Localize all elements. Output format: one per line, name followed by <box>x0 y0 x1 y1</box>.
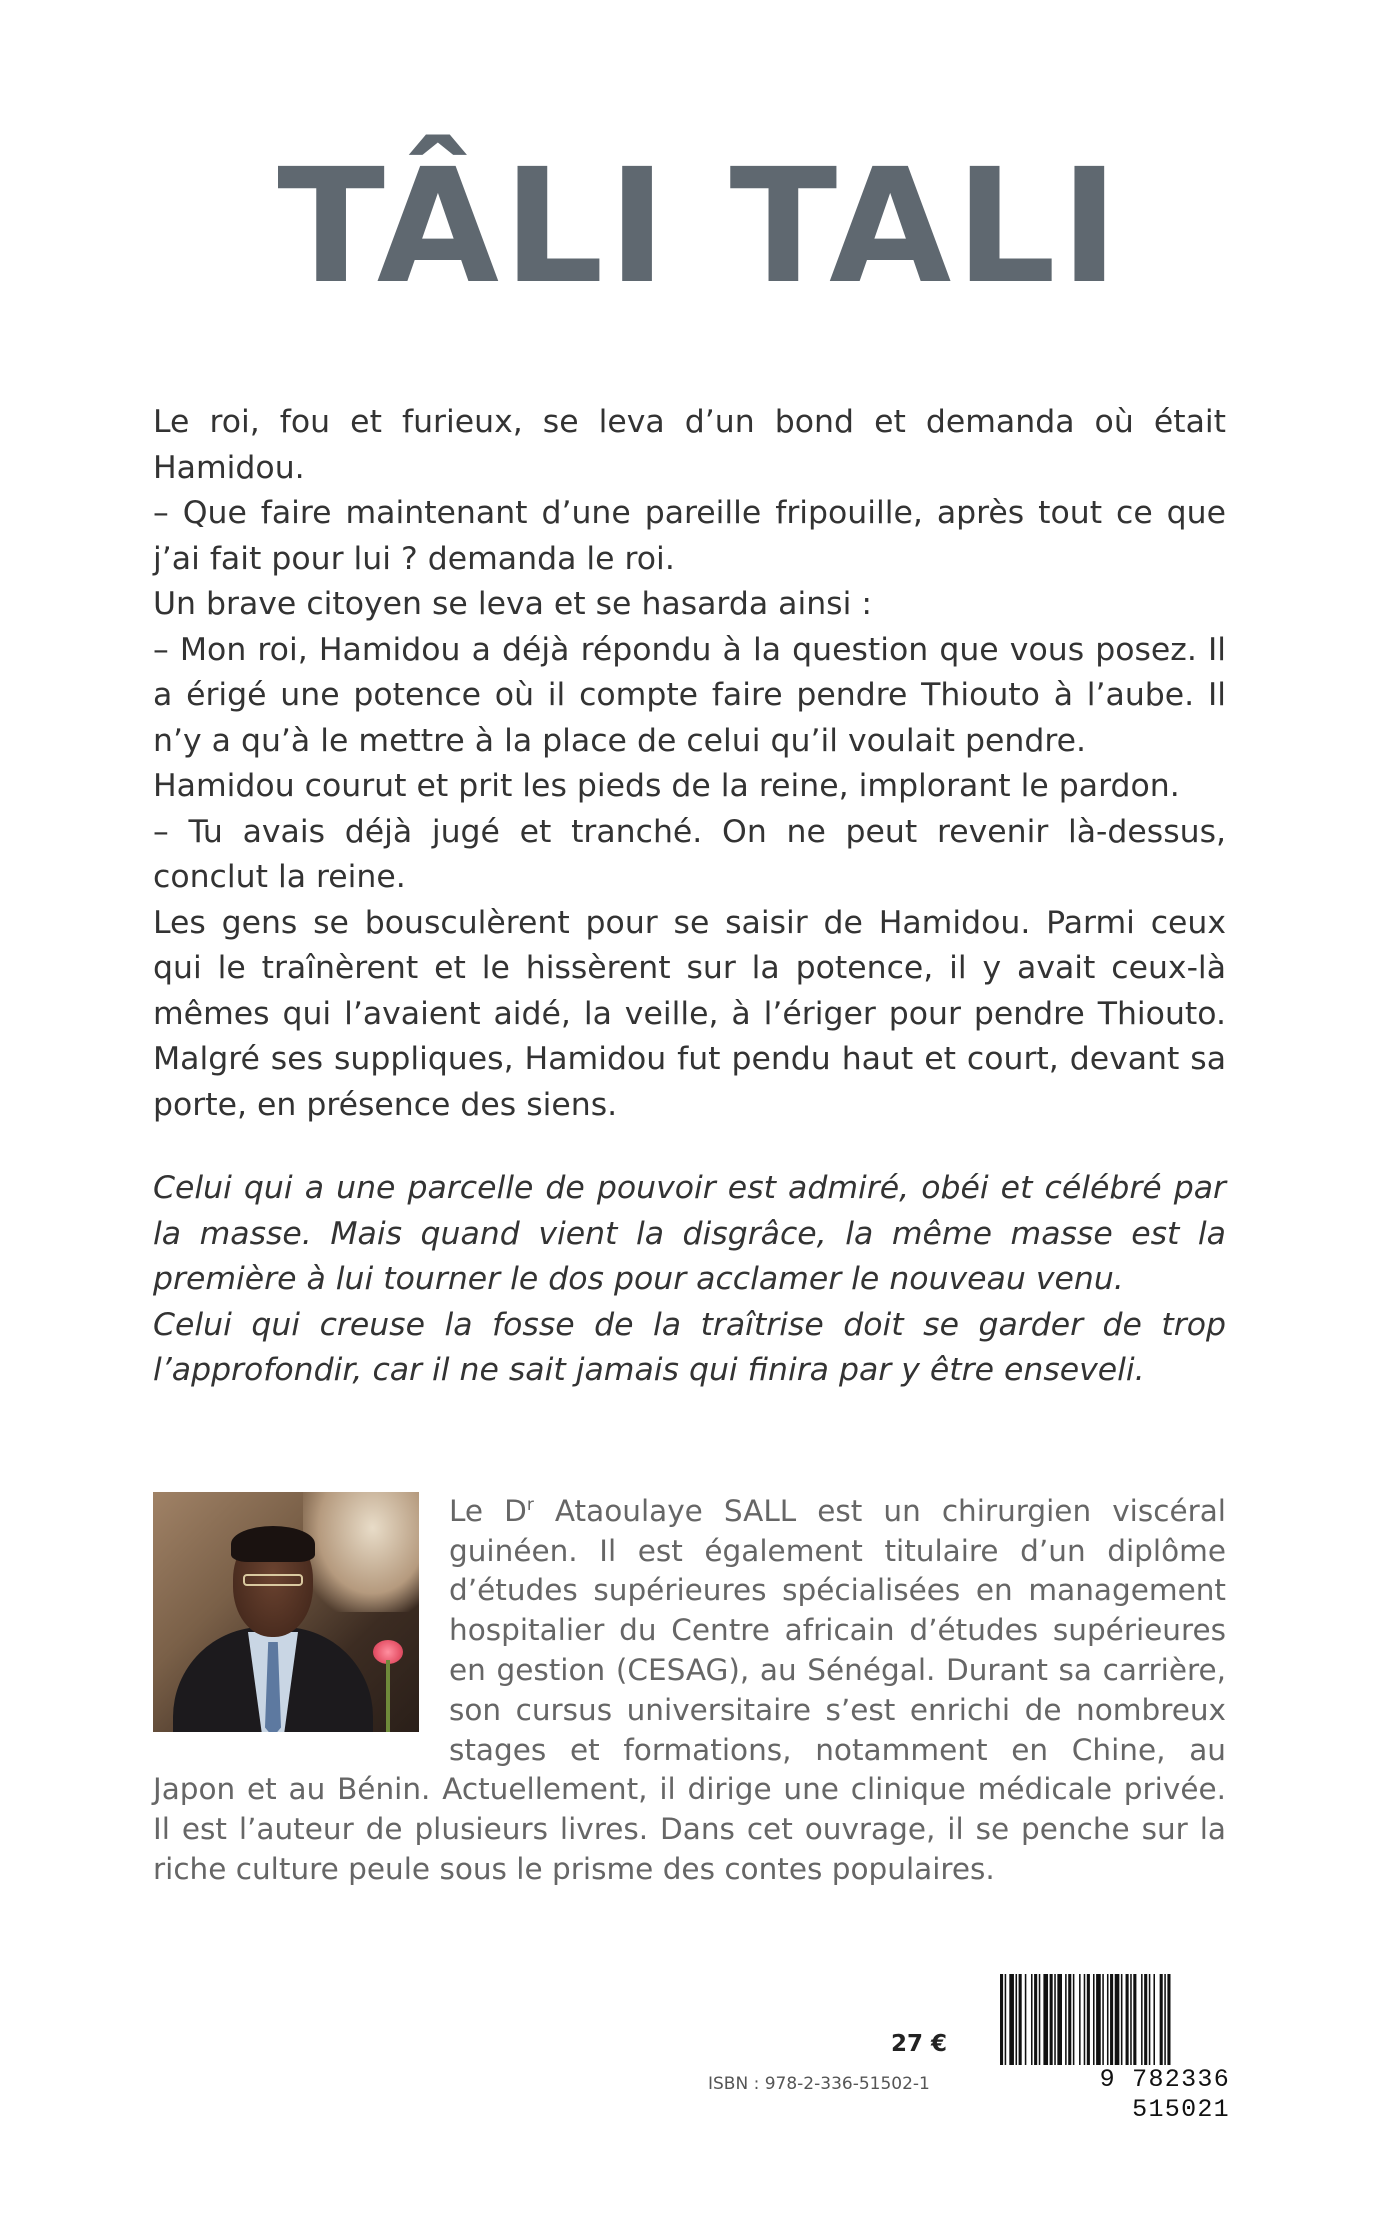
barcode-stripe <box>1115 1974 1120 2074</box>
barcode-stripe <box>1039 1974 1041 2074</box>
barcode-stripe <box>1096 1974 1101 2074</box>
barcode-stripe <box>1057 1974 1062 2074</box>
barcode-stripe <box>1031 1974 1033 2074</box>
story-paragraph: – Que faire maintenant d’une pareille fripouille, après tout ce que j’ai fait pour lui ? demanda le roi. <box>153 495 1226 577</box>
price-label: 27 € <box>891 2031 948 2057</box>
story-paragraph: – Tu avais déjà jugé et tranché. On ne peut revenir là-dessus, conclut la reine. <box>153 813 1226 895</box>
barcode-stripe <box>1126 1974 1129 2074</box>
story-paragraph: Le roi, fou et furieux, se leva d’un bond et demanda où était Hamidou. <box>153 404 1226 486</box>
barcode-stripe <box>1000 1974 1003 2074</box>
barcode-stripe <box>1068 1974 1071 2074</box>
barcode-stripe <box>1102 1974 1104 2074</box>
story-paragraph: – Mon roi, Hamidou a déjà répondu à la question que vous posez. Il a érigé une potence où il compte faire pendre Thiouto à l’aube. Il n’y a qu’à le mettre à la place de celui qu’il voulait pendre. <box>153 631 1226 759</box>
barcode-stripe <box>1054 1974 1056 2074</box>
moral-paragraph: Celui qui a une parcelle de pouvoir est admiré, obéi et célébré par la masse. Mais quand vient la disgrâce, la même masse est la première à lui tourner le dos pour acclamer le nouveau venu. <box>153 1170 1226 1297</box>
barcode-stripe <box>1019 1974 1022 2074</box>
barcode-stripe <box>1093 1974 1095 2074</box>
barcode-stripe <box>1149 1974 1151 2074</box>
barcode <box>994 1974 1230 2074</box>
barcode-stripe <box>1164 1974 1166 2074</box>
barcode-stripe <box>1110 1974 1113 2074</box>
bio-text: Le $D^r$ Ataoulaye SALL est un chirurgien viscéral guinéen. Il est également titulaire d’un diplôme d’études supérieures spécialisées en management hospitalier du Centre africain d’études supérieures en gestion (CESAG), au Sénégal. Durant sa carrière, son cursus universitaire s’est enrichi de nombreux stages et formations, notamment en Chine, au Japon et au Bénin. Actuellement, il dirige une clinique médicale privée. Il est l’auteur de plusieurs livres. Dans cet ouvrage, il se penche sur la riche culture peule sous le prisme des contes populaires. <box>153 1493 1226 1886</box>
barcode-stripe <box>1050 1974 1053 2074</box>
story-paragraph: Un brave citoyen se leva et se hasarda ainsi : <box>153 586 872 622</box>
book-title: TÂLI TALI <box>277 135 1123 319</box>
isbn-label: ISBN : 978-2-336-51502-1 <box>708 2074 930 2094</box>
moral-of-the-story <box>153 1166 1226 1394</box>
barcode-stripe <box>1016 1974 1018 2074</box>
barcode-stripe <box>1153 1974 1155 2074</box>
author-photo <box>153 1492 419 1732</box>
barcode-stripe <box>1167 1974 1170 2074</box>
barcode-stripe <box>1009 1974 1014 2074</box>
barcode-stripe <box>1079 1974 1081 2074</box>
author-biography <box>153 1486 1226 1890</box>
barcode-stripe <box>1144 1974 1147 2074</box>
barcode-stripe <box>1084 1974 1086 2074</box>
barcode-stripe <box>1005 1974 1007 2074</box>
barcode-number: 9 782336 515021 <box>994 2065 1230 2095</box>
barcode-stripe <box>1073 1974 1075 2074</box>
barcode-stripe <box>1141 1974 1143 2074</box>
barcode-stripe <box>1025 1974 1027 2074</box>
story-paragraph: Hamidou courut et prit les pieds de la reine, implorant le pardon. <box>153 768 1180 804</box>
story-paragraph: Les gens se bousculèrent pour se saisir de Hamidou. Parmi ceux qui le traînèrent et le hissèrent sur la potence, il y avait ceux-là mêmes qui l’avaient aidé, la veille, à l’ériger pour pendre Thiouto. Malgré ses suppliques, Hamidou fut pendu haut et court, devant sa porte, en présence des siens. <box>153 904 1226 1123</box>
barcode-stripe <box>1065 1974 1067 2074</box>
barcode-stripe <box>1160 1974 1163 2074</box>
barcode-stripe <box>1133 1974 1136 2074</box>
moral-paragraph: Celui qui creuse la fosse de la traîtrise doit se garder de trop l’approfondir, car il ne sait jamais qui finira par y être enseveli. <box>153 1306 1226 1388</box>
barcode-stripe <box>1130 1974 1132 2074</box>
barcode-stripe <box>1121 1974 1123 2074</box>
barcode-stripe <box>1043 1974 1048 2074</box>
story-excerpt <box>153 400 1226 1128</box>
barcode-stripe <box>1087 1974 1090 2074</box>
barcode-stripe <box>1107 1974 1109 2074</box>
barcode-stripe <box>1034 1974 1037 2074</box>
